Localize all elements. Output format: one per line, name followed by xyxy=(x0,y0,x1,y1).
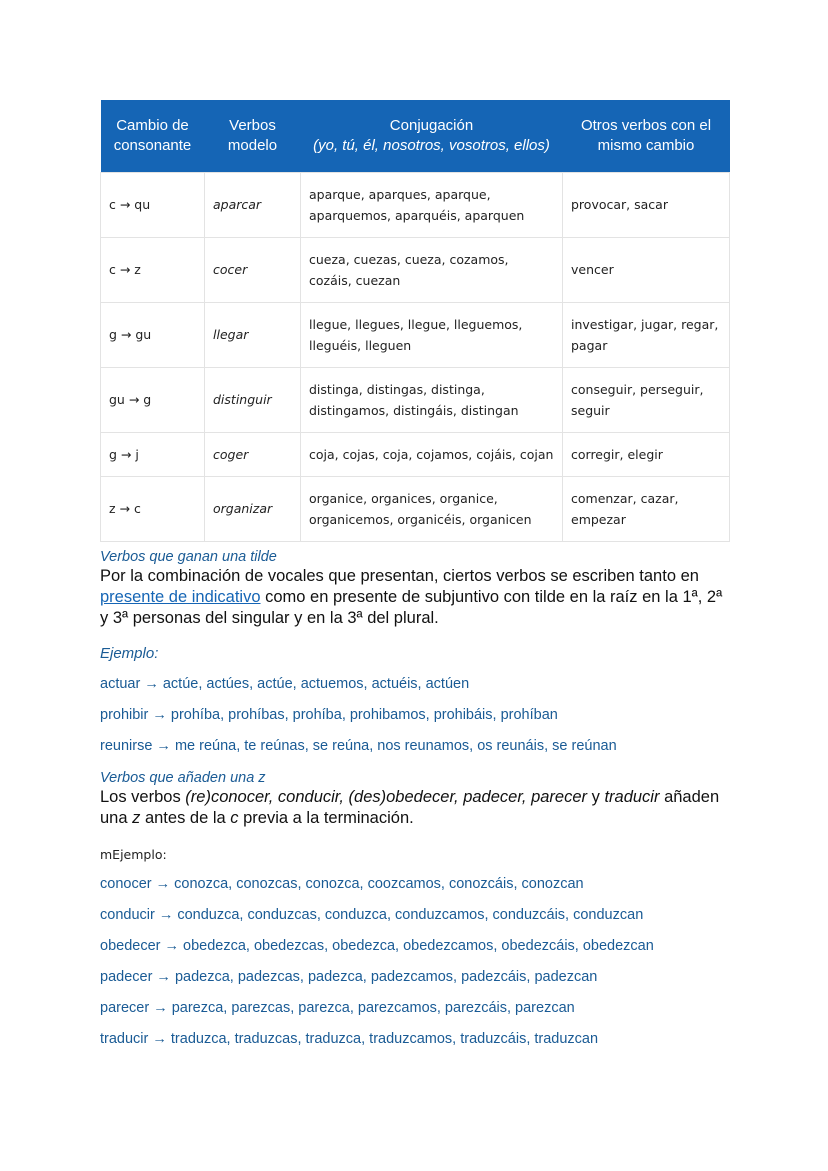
header-conjugacion xyxy=(301,100,563,172)
cell-conjugation: organice, organices, organice, organicemos, organicéis, organicen xyxy=(301,476,563,541)
cell-others: conseguir, perseguir, seguir xyxy=(563,367,730,432)
paragraph-text: antes de la xyxy=(140,808,231,827)
example-line: traducir → traduzca, traduzcas, traduzca, traduzcamos, traduzcáis, traduzcan xyxy=(100,1030,599,1047)
cell-others: vencer xyxy=(563,237,730,302)
cell-others: corregir, elegir xyxy=(563,432,730,476)
cell-change: c → z xyxy=(101,237,205,302)
paragraph-text: añaden una xyxy=(100,787,720,827)
cell-conjugation: aparque, aparques, aparque, aparquemos, aparquéis, aparquen xyxy=(301,172,563,237)
table-row xyxy=(101,237,730,302)
table-row xyxy=(101,172,730,237)
example-line: padecer → padezca, padezcas, padezca, padezcamos, padezcáis, padezcan xyxy=(100,968,598,985)
example-label: Ejemplo: xyxy=(100,644,159,662)
paragraph-z xyxy=(100,787,729,829)
paragraph-text: Los verbos xyxy=(100,787,186,806)
cell-others: investigar, jugar, regar, pagar xyxy=(563,302,730,367)
example-line: actuar → actúe, actúes, actúe, actuemos, actuéis, actúen xyxy=(100,675,470,692)
example-line: prohibir → prohíba, prohíbas, prohíba, prohibamos, prohibáis, prohíban xyxy=(100,706,558,723)
table-row xyxy=(101,432,730,476)
paragraph-italic: traducir xyxy=(604,787,660,806)
cell-model: distinguir xyxy=(205,367,301,432)
cell-change: z → c xyxy=(101,476,205,541)
header-otros-verbos: Otros verbos con el mismo cambio xyxy=(563,100,730,172)
table-header-row xyxy=(101,100,730,172)
cell-conjugation: llegue, llegues, llegue, lleguemos, lleguéis, lleguen xyxy=(301,302,563,367)
cell-conjugation: distinga, distingas, distinga, distingamos, distingáis, distingan xyxy=(301,367,563,432)
cell-model: cocer xyxy=(205,237,301,302)
consonant-change-table xyxy=(100,100,730,542)
paragraph-text: y xyxy=(587,787,605,806)
cell-change: gu → g xyxy=(101,367,205,432)
cell-model: aparcar xyxy=(205,172,301,237)
table-row xyxy=(101,302,730,367)
cell-model: llegar xyxy=(205,302,301,367)
cell-conjugation: cueza, cuezas, cueza, cozamos, cozáis, cuezan xyxy=(301,237,563,302)
header-conjugacion-main: Conjugación xyxy=(389,116,474,134)
cell-others: provocar, sacar xyxy=(563,172,730,237)
cell-others: comenzar, cazar, empezar xyxy=(563,476,730,541)
header-cambio: Cambio de consonante xyxy=(101,100,205,172)
document-page xyxy=(100,100,729,1048)
cell-change: g → j xyxy=(101,432,205,476)
table-row xyxy=(101,476,730,541)
example-line: conducir → conduzca, conduzcas, conduzca, conduzcamos, conduzcáis, conduzcan xyxy=(100,906,644,923)
paragraph-tilde xyxy=(100,566,729,629)
example-label: mEjemplo: xyxy=(100,846,167,862)
cell-conjugation: coja, cojas, coja, cojamos, cojáis, cojan xyxy=(301,432,563,476)
cell-model: organizar xyxy=(205,476,301,541)
example-line: reunirse → me reúna, te reúnas, se reúna, nos reunamos, os reunáis, se reúnan xyxy=(100,737,617,754)
header-verbos-modelo: Verbos modelo xyxy=(205,100,301,172)
paragraph-italic: c xyxy=(230,808,239,827)
cell-change: g → gu xyxy=(101,302,205,367)
cell-model: coger xyxy=(205,432,301,476)
paragraph-italic: z xyxy=(132,808,141,827)
paragraph-text: previa a la terminación. xyxy=(238,808,414,827)
example-line: obedecer → obedezca, obedezcas, obedezca, obedezcamos, obedezcáis, obedezcan xyxy=(100,937,654,954)
presente-indicativo-link[interactable]: presente de indicativo xyxy=(100,587,261,606)
header-conjugacion-sub: (yo, tú, él, nosotros, vosotros, ellos) xyxy=(313,136,550,154)
table-row xyxy=(101,367,730,432)
example-line: conocer → conozca, conozcas, conozca, coozcamos, conozcáis, conozcan xyxy=(100,875,584,892)
section-title-tilde: Verbos que ganan una tilde xyxy=(100,548,277,565)
paragraph-text: Por la combinación de vocales que presentan, ciertos verbos se escriben tanto en xyxy=(100,566,699,585)
section-title-z: Verbos que añaden una z xyxy=(100,769,266,786)
example-line: parecer → parezca, parezcas, parezca, parezcamos, parezcáis, parezcan xyxy=(100,999,575,1016)
paragraph-italic: (re)conocer, conducir, (des)obedecer, padecer, parecer xyxy=(185,787,588,806)
cell-change: c → qu xyxy=(101,172,205,237)
paragraph-text: como en presente de subjuntivo con tilde en la raíz en la 1ª, 2ª y 3ª personas del singular y en la 3ª del plural. xyxy=(100,587,723,627)
